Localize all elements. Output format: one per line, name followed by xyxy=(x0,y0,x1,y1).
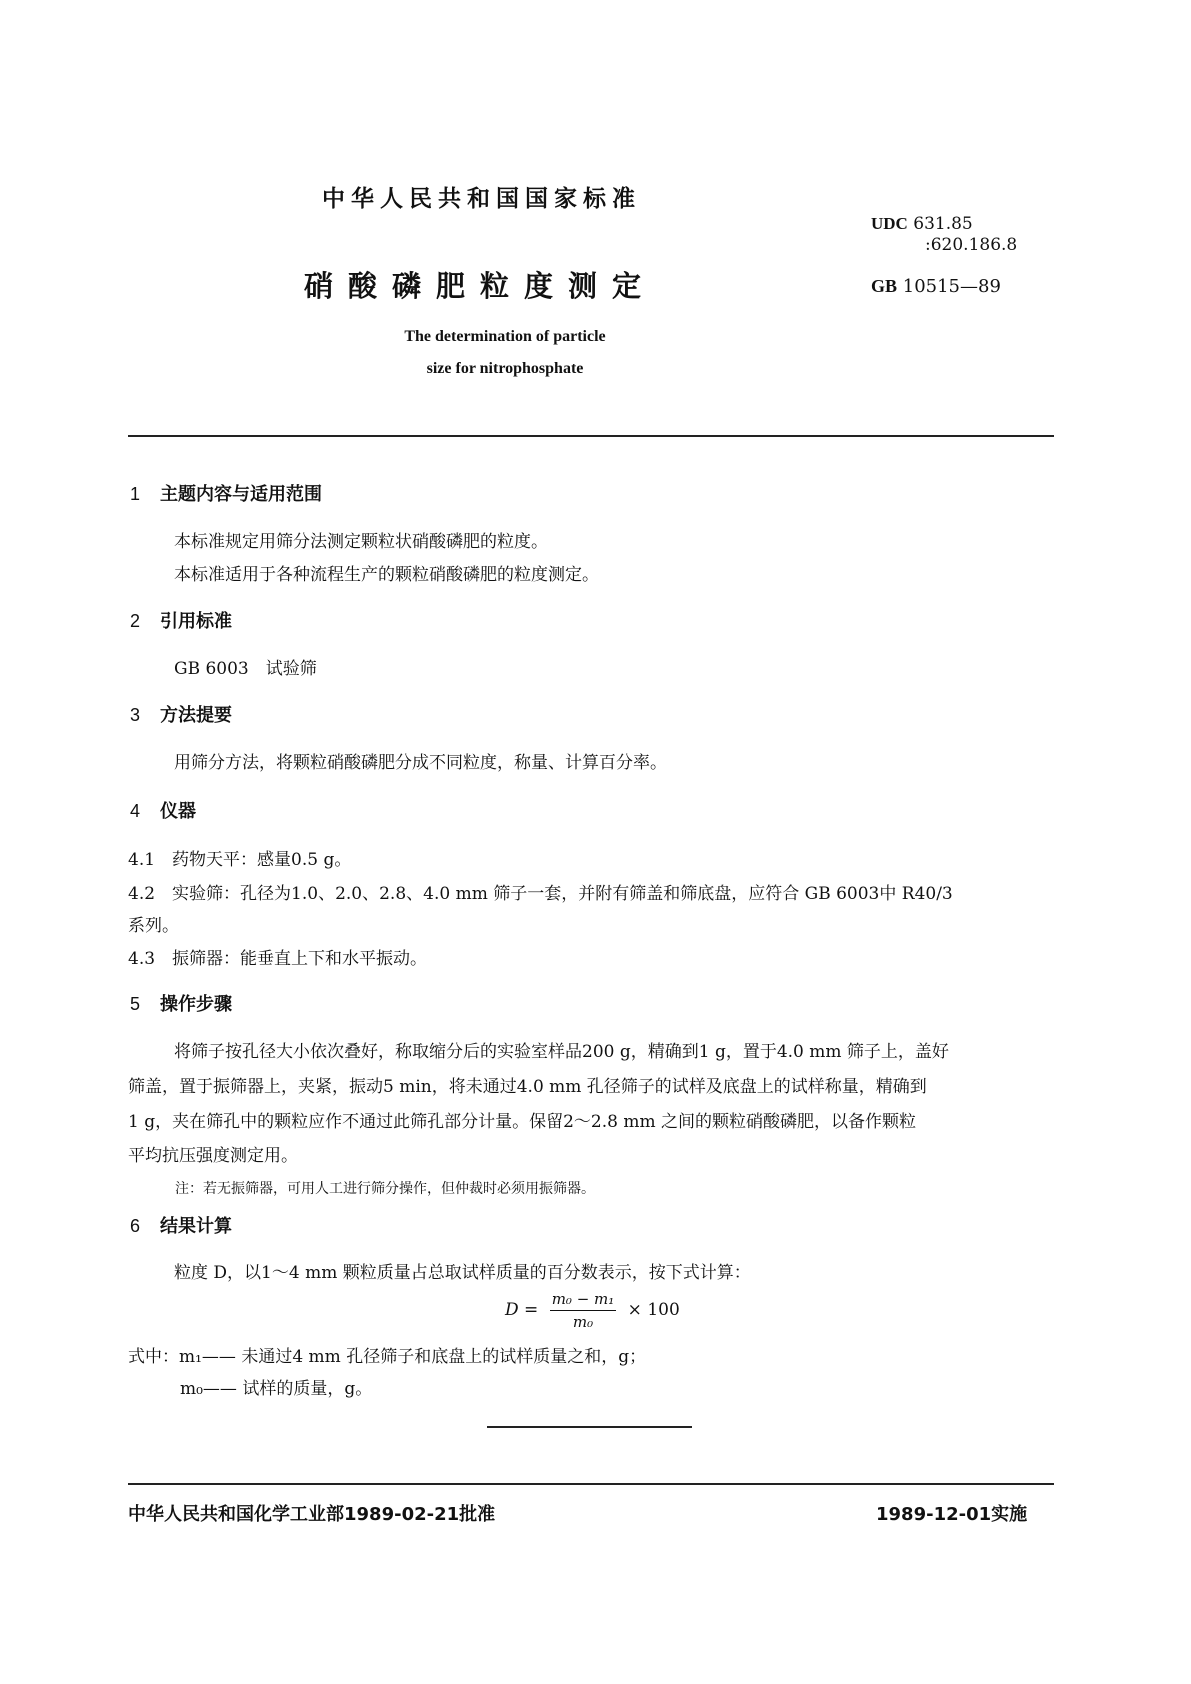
list-item: 4.1 药物天平：感量0.5 g。 xyxy=(128,850,352,870)
paragraph-line: 将筛子按孔径大小依次叠好，称取缩分后的实验室样品200 g，精确到1 g，置于4.0 mm 筛子上，盖好 xyxy=(174,1042,949,1062)
section-number: 3 xyxy=(130,705,141,725)
section-title: 结果计算 xyxy=(160,1216,232,1237)
section-title: 主题内容与适用范围 xyxy=(160,484,322,505)
variable-definition: m₀—— 试样的质量，g。 xyxy=(180,1379,373,1399)
section-title: 操作步骤 xyxy=(160,994,232,1015)
paragraph: 本标准规定用筛分法测定颗粒状硝酸磷肥的粒度。 xyxy=(174,532,548,552)
udc-code-line1 xyxy=(871,214,973,234)
implementation-date: 1989-12-01实施 xyxy=(876,1504,1028,1525)
approval-info: 中华人民共和国化学工业部1989-02-21批准 xyxy=(128,1504,496,1525)
section-heading-6 xyxy=(130,1212,232,1238)
formula-denominator: m₀ xyxy=(572,1313,594,1331)
udc-value: 631.85 xyxy=(913,214,973,234)
udc-prefix: UDC xyxy=(871,214,908,233)
section-heading-3 xyxy=(130,701,232,727)
list-item: 4.3 振筛器：能垂直上下和水平振动。 xyxy=(128,949,428,969)
paragraph: 本标准适用于各种流程生产的颗粒硝酸磷肥的粒度测定。 xyxy=(174,565,599,585)
footer-divider xyxy=(128,1483,1054,1485)
section-title: 方法提要 xyxy=(160,705,232,726)
section-title: 引用标准 xyxy=(160,611,232,632)
paragraph: GB 6003 试验筛 xyxy=(174,659,317,679)
section-heading-5 xyxy=(130,990,232,1016)
section-number: 4 xyxy=(130,801,141,821)
gb-prefix: GB xyxy=(871,276,898,296)
formula-lhs: D = xyxy=(505,1300,539,1320)
list-item-continued: 系列。 xyxy=(128,916,179,936)
section-number: 6 xyxy=(130,1216,141,1236)
english-title-line2: size for nitrophosphate xyxy=(426,360,584,377)
formula-numerator: m₀ − m₁ xyxy=(550,1290,617,1311)
formula xyxy=(505,1290,680,1331)
gb-value: 10515—89 xyxy=(902,276,1001,297)
section-heading-2 xyxy=(130,607,232,633)
section-heading-1 xyxy=(130,480,322,506)
formula-fraction xyxy=(550,1290,617,1331)
formula-rhs: × 100 xyxy=(627,1300,680,1320)
paragraph: 粒度 D，以1～4 mm 颗粒质量占总取试样质量的百分数表示，按下式计算： xyxy=(174,1263,751,1283)
section-number: 2 xyxy=(130,611,141,631)
variable-definition: 式中：m₁—— 未通过4 mm 孔径筛子和底盘上的试样质量之和，g； xyxy=(128,1347,647,1367)
national-standard-title: 中华人民共和国国家标准 xyxy=(322,186,641,212)
udc-code-line2: :620.186.8 xyxy=(925,235,1018,255)
end-divider xyxy=(487,1426,692,1428)
section-number: 5 xyxy=(130,994,141,1014)
gb-number xyxy=(871,276,1001,297)
paragraph-line: 1 g，夹在筛孔中的颗粒应作不通过此筛孔部分计量。保留2～2.8 mm 之间的颗粒硝酸磷肥，以备作颗粒 xyxy=(128,1112,916,1132)
paragraph-line: 筛盖，置于振筛器上，夹紧，振动5 min，将未通过4.0 mm 孔径筛子的试样及底盘上的试样称量，精确到 xyxy=(128,1077,927,1097)
list-item: 4.2 实验筛：孔径为1.0、2.0、2.8、4.0 mm 筛子一套，并附有筛盖和筛底盘，应符合 GB 6003中 R40/3 xyxy=(128,884,953,904)
document-title: 硝酸磷肥粒度测定 xyxy=(304,269,657,303)
section-number: 1 xyxy=(130,484,141,504)
section-heading-4 xyxy=(130,797,196,823)
section-title: 仪器 xyxy=(160,801,196,822)
header-divider xyxy=(128,435,1054,437)
paragraph-line: 平均抗压强度测定用。 xyxy=(128,1146,298,1166)
note: 注：若无振筛器，可用人工进行筛分操作，但仲裁时必须用振筛器。 xyxy=(175,1181,595,1197)
paragraph: 用筛分方法，将颗粒硝酸磷肥分成不同粒度，称量、计算百分率。 xyxy=(174,753,667,773)
english-title-line1: The determination of particle xyxy=(404,328,606,345)
